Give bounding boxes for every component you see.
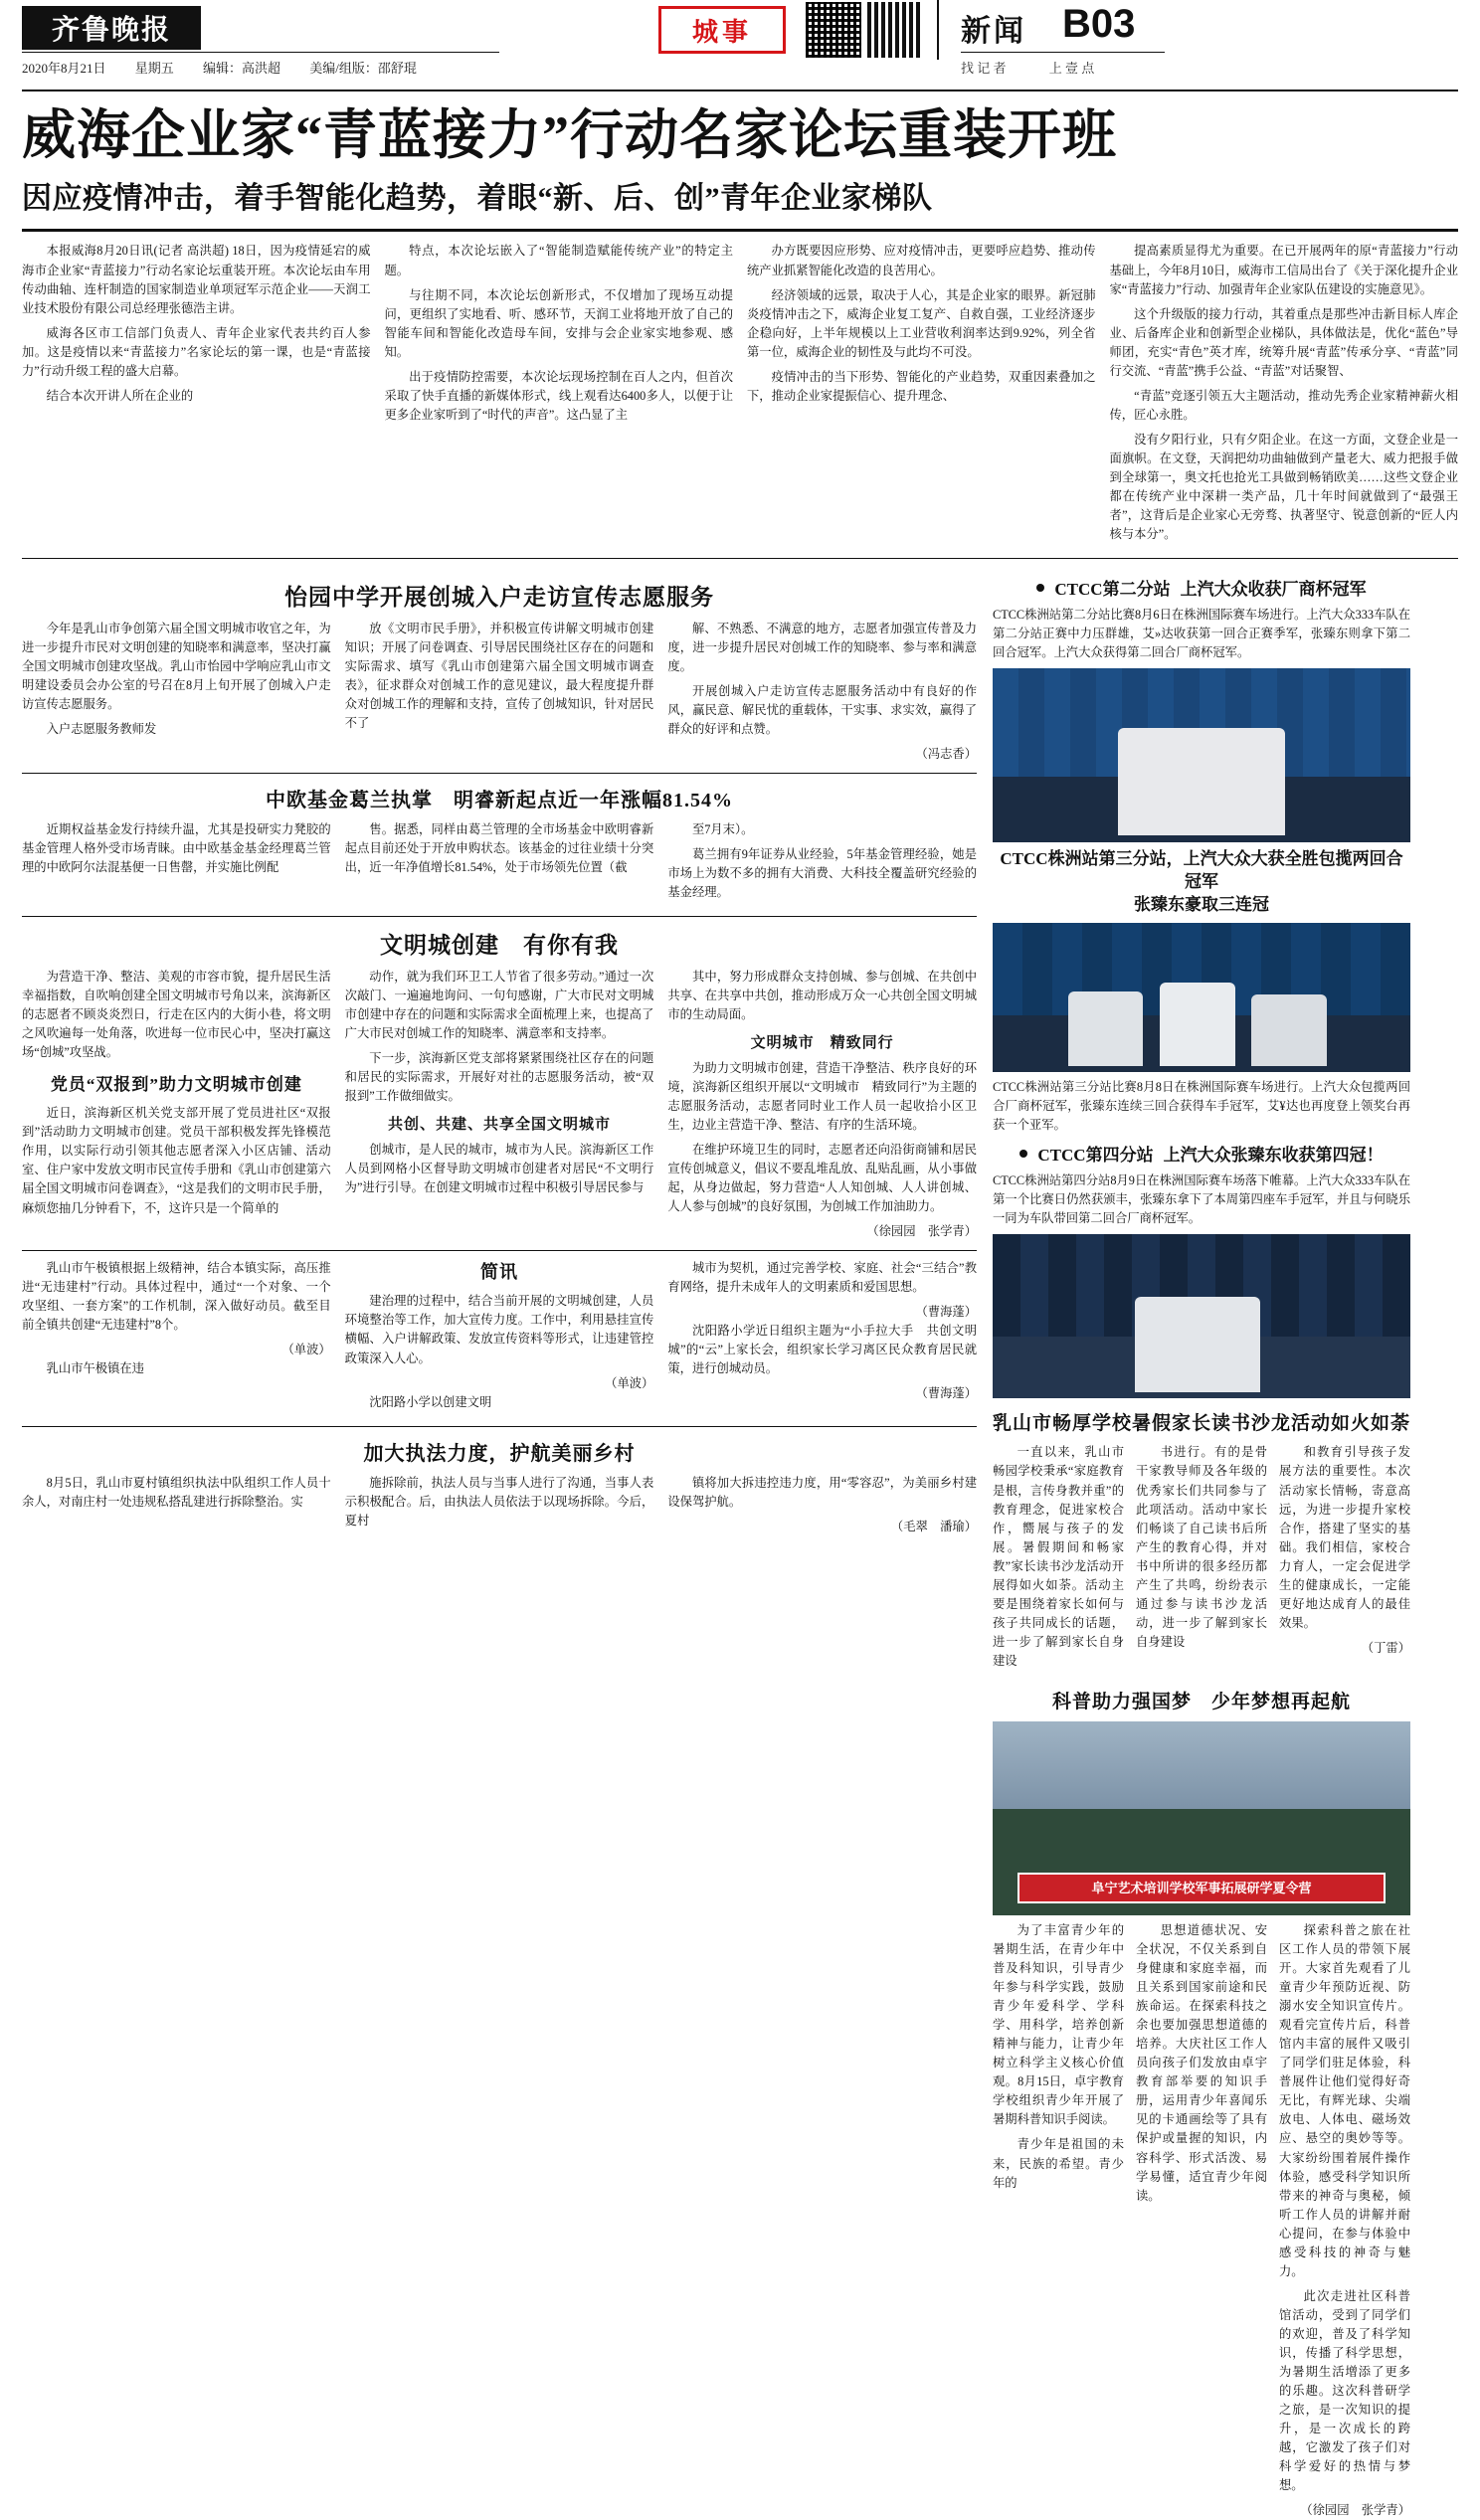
paragraph: 和教育引导孩子发展方法的重要性。本次活动家长情畅，寄意高远，为进一步提升家校合作，搭建了坚实的基础。我们相信，家校合力育人，一定会促进学生的健康成长，一定能更好地达成育人的最佳效果。 (1279, 1445, 1410, 1630)
paragraph: 一直以来，乳山市畅园学校秉承“家庭教育是根，言传身教并重”的教育理念，促进家校合作，嚮展与孩子的发展。暑假期间和畅家教”家长读书沙龙活动开展得如火如荼。活动主要是围绕着家长如何与孩子共同成长的话题，进一步了解到家长自身建设 (993, 1445, 1124, 1668)
yidian-label: 上 壹 点 (1048, 61, 1095, 76)
byline: （冯志香） (915, 747, 978, 762)
headline-block (22, 105, 1458, 217)
paragraph: 沈阳路小学近日组织主题为“小手拉大手 共创文明城”的“云”上家长会，组织家长学习离区民众教育居民就策，进行创城动员。 (667, 1323, 978, 1375)
divider (22, 229, 1458, 232)
article-title-shuangbaodao: 党员“双报到”助力文明城市创建 (50, 1074, 302, 1094)
lead-col-1 (22, 242, 371, 550)
lead-col-4 (1110, 242, 1459, 550)
byline: （丁雷） (1361, 1640, 1410, 1655)
paragraph: 出于疫情防控需要，本次论坛现场控制在百人之内，但首次采取了快手直播的新媒体形式，线上观看达6400多人，以便于让更多企业家听到了“时代的声音”。这凸显了主 (384, 369, 733, 422)
paragraph: 城市为契机，通过完善学校、家庭、社会“三结合”教育网络，提升未成年人的文明素质和爱国思想。 (667, 1260, 978, 1294)
paragraph: 8月5日，乳山市夏村镇组织执法中队组织工作人员十余人，对南庄村一处违规私搭乱建进行拆除整治。实 (22, 1475, 331, 1509)
byline: （徐园园 张学青） (1300, 2503, 1410, 2518)
paragraph: 沈阳路小学以创建文明 (369, 1394, 492, 1409)
article-title-jianxun: 简讯 (480, 1261, 518, 1282)
paragraph: 近日，滨海新区机关党支部开展了党员进社区“双报到”活动助力文明城市创建。党员干部积极发挥先锋模范作用，以实际行动引领其他志愿者深入小区店铺、活动室、住户家中发放文明市民宣传手册和《乳山市创建第六届全国文明城市问卷调查》，“这是我们的文明市民手册，麻烦您抽几分钟看下，不，这许只是一个简单的 (22, 1106, 331, 1215)
paragraph: 创城市，是人民的城市，城市为人民。滨海新区工作人员到网格小区督导助文明城市创建者对居民“不文明行为”进行引导。在创建文明城市过程中积极引导居民参与 (344, 1143, 654, 1195)
article-wenming (22, 968, 977, 1242)
sport-title-right: 上汽大众收获厂商杯冠军 (1180, 580, 1367, 600)
sport-title-1 (993, 575, 1410, 600)
ctcc-podium-photo-3 (993, 1234, 1410, 1398)
col (667, 1259, 977, 1418)
qr-code-icon[interactable] (806, 2, 861, 58)
sport-text-2: CTCC株洲站第三分站比赛8月8日在株洲国际赛车场进行。上汽大众包揽两回合厂商杯冠军，张臻东连续三回合获得车手冠军，艾¥达也再度登上领奖台再获一个亚军。 (993, 1080, 1410, 1133)
bullet-icon (1036, 584, 1044, 592)
byline: （曹海蓬） (915, 1385, 978, 1400)
article-shuxiang (993, 1443, 1410, 1677)
lower-region (22, 569, 1458, 2520)
page-title: 威海企业家“青蓝接力”行动名家论坛重装开班 (22, 105, 1117, 165)
paragraph: 乳山市午极镇根据上级精神，结合本镇实际，高压推进“无违建村”行动。具体过程中，通过“一个对象、一个攻坚组、一套方案”的工作机制，深入做好动员。截至目前全镇共创建“无违建村”8个。 (22, 1260, 331, 1332)
section-divider (937, 0, 939, 60)
col (22, 820, 331, 908)
masthead-meta (22, 58, 443, 77)
article-title-tongxing: 文明城市 精致同行 (750, 1034, 894, 1051)
article-fund (22, 820, 977, 908)
photo-backdrop (993, 1721, 1410, 1809)
section-page: B03 (1062, 2, 1136, 46)
photo-banner-text: 阜宁艺术培训学校军事拓展研学夏令营 (1091, 1881, 1312, 1896)
col (345, 968, 654, 1242)
paragraph: 书进行。有的是骨干家教导师及各年级的优秀家长们共同参与了此项活动。活动中家长们畅谈了自己读书后所产生的教育心得，并对书中所讲的很多经历都产生了共鸣，纷纷表示通过参与读书沙龙活动，进一步了解到家长自身建设 (1136, 1445, 1267, 1649)
paragraph: 解、不熟悉、不满意的地方，志愿者加强宣传普及力度，进一步提升居民对创城工作的知晓率、参与率和满意度。 (667, 622, 978, 674)
paragraph: 为营造干净、整洁、美观的市容市貌，提升居民生活幸福指数，自吹响创建全国文明城市号角以来，滨海新区的志愿者不顾炎炎烈日，行走在区内的大街小巷，将文明之风吹遍每一处角落，吹进每一位市民心中，坚决打赢这场“创城”攻坚战。 (22, 969, 331, 1059)
photo-figure (1135, 1297, 1260, 1392)
publish-date: 2020年8月21日 (22, 61, 106, 76)
sport-title-2 (993, 848, 1410, 917)
col (345, 820, 654, 908)
col (22, 1474, 331, 1536)
right-region (993, 569, 1410, 2520)
article-title-yiyuan: 怡园中学开展创城入户走访宣传志愿服务 (284, 585, 714, 611)
col (1279, 1921, 1410, 2520)
byline: （单波） (605, 1375, 654, 1390)
paragraph: 下一步，滨海新区党支部将紧紧围绕社区存在的问题和居民的实际需求，开展好对社的志愿服务活动，被“双报到”工作做细做实。 (344, 1050, 654, 1103)
masthead-rule (22, 52, 499, 53)
article-title-kepu: 科普助力强国梦 少年梦想再起航 (1051, 1691, 1351, 1712)
page-subtitle: 因应疫情冲击，着手智能化趋势，着眼“新、后、创”青年企业家梯队 (22, 182, 933, 216)
photo-figure (1160, 983, 1235, 1066)
paragraph: 近期权益基金发行持续升温，尤其是投研实力凳胶的基金管理人格外受市场青睐。由中欧基金基金经理葛兰管理的中欧阿尔法混基便一日售罄，并实施比例配 (22, 821, 331, 874)
paragraph: 没有夕阳行业，只有夕阳企业。在这一方面，文登企业是一面旗帜。在文登，天润把幼功曲轴做到产量老大、威力把报手做到全球第一，奥文托也抢光工具做到畅销欧美……这些文登企业都在传统产业中深耕一类产品，几十年时间就做到了“最强王者”，这背后是企业家心无旁骛、执著坚守、锐意创新的“匠人内核与本分”。 (1109, 432, 1458, 542)
find-reporter-label: 找 记 者 (961, 61, 1007, 76)
city-badge: 城事 (658, 6, 786, 54)
paper-logo (22, 6, 201, 50)
col (1136, 1921, 1267, 2520)
article-jianxun (22, 1259, 977, 1418)
paragraph: 这个升级版的接力行动，其着重点是那些冲击新目标人库企业、后备库企业和创新型企业梯队，具体做法是，优化“蓝色”导师团，充实“青色”英才库，统筹升展“青蓝”传承分享、“青蓝”同行交流、“青蓝”携手公益、“青蓝”对话聚智、 (1109, 306, 1458, 378)
article-title-wenming: 文明城创建 有你有我 (380, 932, 619, 958)
article-title-fund: 中欧基金葛兰执掌 明睿新起点近一年涨幅81.54% (266, 789, 733, 811)
qr-code-icon[interactable] (867, 2, 923, 58)
paragraph: 乳山市午极镇在违 (46, 1360, 144, 1375)
paragraph: 疫情冲击的当下形势、智能化的产业趋势，双重因素叠加之下，推动企业家提振信心、提升理念、 (747, 369, 1096, 403)
photo-figure (1118, 728, 1285, 836)
paragraph: 至7月末）。 (691, 821, 754, 836)
sport-title-left: CTCC第二分站 (1054, 580, 1171, 600)
col (22, 620, 331, 764)
col (1136, 1443, 1267, 1677)
paragraph: 动作，就为我们环卫工人节省了很多劳动。”通过一次次敲门、一遍遍地询问、一句句感谢，广大市民对文明城市创建中存在的问题和实际需求全面梳理上来，也提高了广大市民对创城工作的知晓率、满意率和支持率。 (344, 969, 654, 1040)
paragraph: “青蓝”竞逐引领五大主题活动，推动先秀企业家精神薪火相传，匠心永胜。 (1109, 388, 1458, 422)
section-name: 新闻 (961, 15, 1026, 48)
paragraph: 为了丰富青少年的暑期生活，在青少年中普及科知识，引导青少年参与科学实践，鼓励青少年爱科学、学科学、用科学，培养创新精神与能力，让青少年树立科学主义核心价值观。8月15日，卓宇教育学校组织青少年开展了暑期科普知识手阅读。 (993, 1922, 1124, 2127)
paragraph: 青少年是祖国的未来，民族的希望。青少年的 (993, 2137, 1124, 2190)
paragraph: 在维护环境卫生的同时，志愿者还向沿街商铺和居民宣传创城意义，倡议不要乱堆乱放、乱贴乱画，从小事做起，从身边做起，努力营造“人人知创城、人人讲创城、人人参与创城”的良好氛围，为创城工作加油助力。 (667, 1143, 978, 1214)
subtitle-gongchuang: 共创、共建、共享全国文明城市 (388, 1117, 612, 1134)
article-zhifa (22, 1474, 977, 1536)
sport-title-3 (993, 1141, 1410, 1166)
paragraph: 探索科普之旅在社区工作人员的带领下展开。大家首先观看了儿童青少年预防近视、防溺水安全知识宣传片。观看完宣传片后，科普馆内丰富的展件又吸引了同学们驻足体验，科普展件让他们觉得好奇无比，有辉光球、尖端放电、人体电、磁场效应、悬空的奥妙等等。大家纷纷围着展件操作体验，感受科学知识所带来的神奇与奥秘，倾听工作人员的讲解并耐心提问，在参与体验中感受科技的神奇与魅力。 (1279, 1922, 1410, 2278)
col (345, 620, 654, 764)
paragraph: 威海各区市工信部门负责人、青年企业家代表共约百人参加。这是疫情以来“青蓝接力”名家论坛的第一课，也是“青蓝接力”行动升级工程的盛大启幕。 (22, 325, 371, 378)
col (667, 620, 977, 764)
lead-col-2 (385, 242, 734, 550)
photo-banner (1018, 1873, 1386, 1903)
col (993, 1443, 1124, 1677)
article-yiyuan (22, 620, 977, 764)
paper-name: 齐鲁晚报 (51, 15, 171, 46)
divider (22, 1426, 977, 1427)
article-title-zhifa: 加大执法力度，护航美丽乡村 (363, 1442, 636, 1465)
byline: （曹海蓬） (915, 1304, 978, 1319)
sport-title-line2: 张臻东豪取三连冠 (1134, 895, 1269, 915)
photo-figure (1251, 994, 1327, 1066)
paragraph: 本报威海8月20日讯(记者 高洪超) 18日，因为疫情延宕的威海市企业家“青蓝接力”行动名家论坛重装开班。本次论坛由车用传动曲轴、连杆制造的国家制造业单项冠军示范企业——天润工业技术股份有限公司总经理张德浩主讲。 (22, 244, 371, 315)
section-sub-rule (961, 52, 1165, 53)
paragraph: 入户志愿服务教师发 (46, 722, 157, 737)
paragraph: 特点，本次论坛嵌入了“智能制造赋能传统产业”的特定主题。 (384, 244, 733, 277)
editor: 编辑：高洪超 (203, 61, 281, 76)
col (667, 968, 977, 1242)
photo-figure (1068, 991, 1144, 1066)
paragraph: 办方既要因应形势、应对疫情冲击，更要呼应趋势、推动传统产业抓紧智能化改造的良苦用心。 (747, 244, 1096, 277)
designer: 美编/组版：邵舒琨 (309, 61, 417, 76)
lead-col-3 (747, 242, 1096, 550)
summer-camp-group-photo (993, 1721, 1410, 1915)
paragraph: 放《文明市民手册》，并积极宣传讲解文明城市创建知识；开展了问卷调查、引导居民围绕社区存在的问题和实际需求、填写《乳山市创建第六届全国文明城市调查表》，征求群众对创城工作的意见建议，最大程度提升群众对创城工作的理解和支持，宣传了创城知识，针对居民不了 (344, 622, 654, 731)
sport-title-line1: CTCC株洲站第三分站，上汽大众大获全胜包揽两回合冠军 (1000, 849, 1403, 892)
sport-text-3: CTCC株洲站第四分站8月9日在株洲国际赛车场落下帷幕。上汽大众333车队在第一个比赛日仍然获颁丰，张臻东拿下了本周第四座车手冠军，并且与何晓乐一同为车队带回第二回合厂商杯冠军。 (993, 1173, 1410, 1226)
article-title-shuxiang: 乳山市畅厚学校暑假家长读书沙龙活动如火如荼 (993, 1413, 1411, 1435)
col (345, 1259, 654, 1418)
section-subline (961, 58, 1134, 77)
weekday: 星期五 (134, 61, 174, 76)
col (993, 1921, 1124, 2520)
bullet-icon (1019, 1150, 1027, 1158)
ctcc-podium-photo-1 (993, 668, 1410, 842)
sport-title-left: CTCC第四分站 (1037, 1146, 1154, 1166)
byline: （毛翠 潘瑜） (890, 1519, 978, 1533)
paragraph: 结合本次开讲人所在企业的 (46, 388, 194, 403)
article-kepu (993, 1921, 1410, 2520)
left-region (22, 569, 977, 2520)
paragraph: 与往期不同，本次论坛创新形式，不仅增加了现场互动提问，更组织了实地看、听、感环节，天润工业将地开放了自己的智能车间和智能化改造母车间，安排与会企业家实地参观、感知。 (384, 287, 733, 359)
divider (22, 558, 1458, 559)
paragraph: 此次走进社区科普馆活动，受到了同学们的欢迎，普及了科学知识，传播了科学思想，为暑期生活增添了更多的乐趣。这次科普研学之旅，是一次知识的提升，是一次成长的跨越，它激发了孩子们对科学爱好的热情与梦想。 (1279, 2288, 1410, 2493)
col (1279, 1443, 1410, 1677)
col (667, 1474, 977, 1536)
byline: （单波） (281, 1342, 331, 1356)
paragraph: 提高素质显得尤为重要。在已开展两年的原“青蓝接力”行动基础上，今年8月10日，威海市工信局出台了《关于深化提升企业家“青蓝接力”行动、加强青年企业家队伍建设的实施意见》。 (1109, 244, 1458, 296)
paragraph: 其中，努力形成群众支持创城、参与创城、在共创中共享、在共享中共创，推动形成万众一心共创全国文明城市的生动局面。 (667, 969, 978, 1021)
paragraph: 思想道德状况、安全状况，不仅关系到自身健康和家庭幸福，而且关系到国家前途和民族命运。在探索科技之余也要加强思想道德的培养。大庆社区工作人员向孩子们发放由卓宇教育部举要的知识手册，运用青少年喜闻乐见的卡通画绘等了具有保护或量握的知识，内容科学、形式活泼、易学易懂，适宜青少年阅读。 (1136, 1922, 1267, 2203)
divider (22, 773, 977, 774)
paragraph: 经济领域的远景，取决于人心，其是企业家的眼界。新冠肺炎疫情冲击之下，威海企业复工复产、自救自强，工业经济逐步企稳向好，上半年规模以上工业营收利润率达到9.92%，列全省第一位，威海企业的韧性及与此均不可没。 (747, 287, 1096, 359)
paragraph: 今年是乳山市争创第六届全国文明城市收官之年，为进一步提升市民对文明创建的知晓率和满意率，坚决打赢全国文明城市创建攻坚战。乳山市怡园中学响应乳山市文明建设委员会办公室的号召在8月上旬开展了创城入户走访宣传志愿服务。 (22, 622, 331, 712)
divider (22, 1250, 977, 1251)
col (667, 820, 977, 908)
paragraph: 葛兰拥有9年证券从业经验，5年基金管理经验，她是市场上为数不多的拥有大消费、大科技全覆盖研究经验的基金经理。 (667, 846, 978, 899)
sport-title-right: 上汽大众张臻东收获第四冠！ (1163, 1146, 1384, 1166)
paragraph: 建治理的过程中，结合当前开展的文明城创建，人员环境整治等工作，加大宣传力度。工作中，利用悬挂宣传横幅、入户讲解政策、发放宣传资料等形式，让违建管控政策深入人心。 (344, 1294, 654, 1365)
paragraph: 为助力文明城市创建，营造干净整洁、秩序良好的环境，滨海新区组织开展以“文明城市 精致同行”为主题的志愿服务活动，志愿者同时业工作人员一起收拾小区卫生，边业主营造干净、整洁、有序的生活环境。 (667, 1061, 978, 1133)
col (22, 968, 331, 1242)
ctcc-podium-photo-2 (993, 923, 1410, 1072)
masthead (22, 0, 1458, 91)
sport-text-1: CTCC株洲站第二分站比赛8月6日在株洲国际赛车场进行。上汽大众333车队在第二分站正赛中力压群雄，艾»达收获第一回合正赛季军，张臻东则拿下第二回合冠军。上汽大众获得第二回合厂商杯冠军。 (993, 608, 1410, 660)
col (22, 1259, 331, 1418)
lead-article (22, 242, 1458, 550)
paragraph: 镇将加大拆违控违力度，用“零容忍”，为美丽乡村建设保驾护航。 (667, 1475, 978, 1509)
divider (22, 916, 977, 917)
paragraph: 开展创城入户走访宣传志愿服务活动中有良好的作风，赢民意、解民忧的重载体，干实事、求实效，赢得了群众的好评和点赞。 (667, 684, 978, 737)
byline: （徐园园 张学青） (866, 1224, 978, 1239)
col (345, 1474, 654, 1536)
paragraph: 施拆除前，执法人员与当事人进行了沟通，当事人表示积极配合。后，由执法人员依法于以现场拆除。今后，夏村 (344, 1475, 654, 1528)
paragraph: 售。据悉，同样由葛兰管理的全市场基金中欧明睿新起点目前还处于开放申购状态。该基金的过往业绩十分突出，近一年净值增长81.54%，处于市场领先位置（截 (344, 821, 654, 874)
